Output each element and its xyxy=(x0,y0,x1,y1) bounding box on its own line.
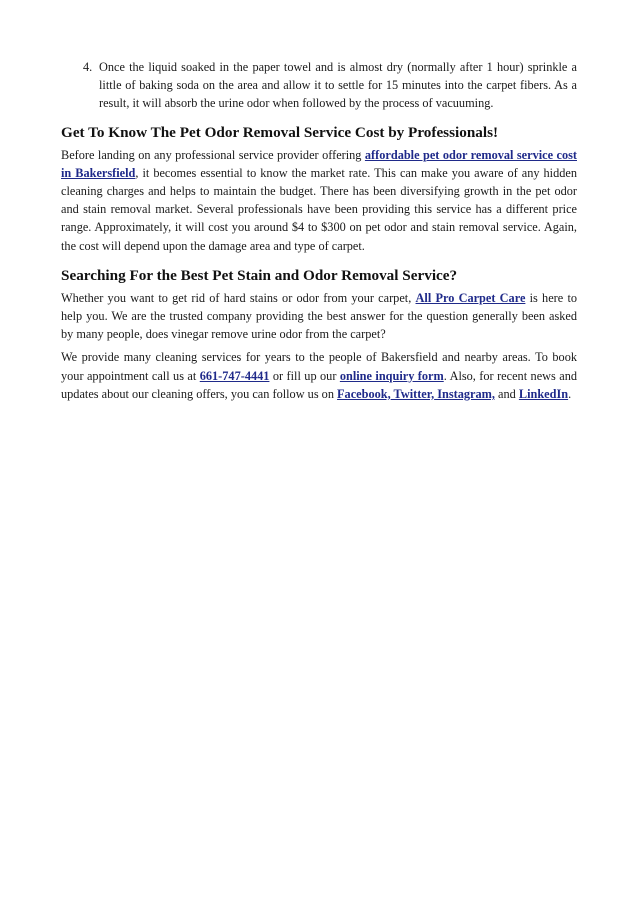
best-service-paragraph xyxy=(61,289,577,344)
online-inquiry-form-link[interactable]: online inquiry form xyxy=(339,368,444,383)
contact-text-and: and xyxy=(494,386,519,401)
list-item xyxy=(83,58,577,113)
list-number: 4. xyxy=(83,60,93,74)
all-pro-carpet-care-link[interactable]: All Pro Carpet Care xyxy=(415,290,526,305)
contact-text-c: . Also, for recent news and updates about our cleaning offers, you can follow us on xyxy=(61,368,577,401)
best-service-text-before: Whether you want to get rid of hard stains or odor from your carpet, xyxy=(61,290,416,305)
section-heading-best-service: Searching For the Best Pet Stain and Odor Removal Service? xyxy=(61,266,458,284)
cost-text-before: Before landing on any professional service provider offering xyxy=(61,147,365,162)
cost-text-after: , it becomes essential to know the market rate. This can make you aware of any hidden cleaning charges and helps to maintain the budget. There has been diversifying growth in the pet odor and stain removal market. Several professionals have been providing this service has a different price range. Approximately, it will cost you around $4 to $300 on pet odor and stain removal service. Again, the cost will depend upon the damage area and type of carpet. xyxy=(61,165,577,253)
linkedin-link[interactable]: LinkedIn xyxy=(518,386,569,401)
section-heading-cost: Get To Know The Pet Odor Removal Service Cost by Professionals! xyxy=(61,123,499,141)
document-body xyxy=(61,58,577,403)
best-service-text-after: is here to help you. We are the trusted company providing the best answer for the question generally been asked by many people, does vinegar remove urine odor from the carpet? xyxy=(61,290,578,342)
pet-odor-service-cost-link[interactable]: affordable pet odor removal service cost in Bakersfield xyxy=(61,147,577,180)
twitter-link[interactable]: Twitter, xyxy=(390,386,435,401)
list-item-text: Once the liquid soaked in the paper towel and is almost dry (normally after 1 hour) sprinkle a little of baking soda on the area and allow it to settle for 15 minutes into the carpet fibers. As a result, it will absorb the urine odor when followed by the process of vacuuming. xyxy=(99,60,577,111)
facebook-link[interactable]: Facebook, xyxy=(337,386,391,401)
contact-text-end: . xyxy=(568,386,572,401)
instagram-link[interactable]: Instagram, xyxy=(434,386,495,401)
contact-text-b: or fill up our xyxy=(269,368,340,383)
phone-link[interactable]: 661-747-4441 xyxy=(199,368,270,383)
contact-text-a: We provide many cleaning services for years to the people of Bakersfield and nearby areas. To book your appointment call us at xyxy=(61,350,577,383)
contact-paragraph xyxy=(61,348,577,403)
cost-paragraph xyxy=(61,146,577,255)
